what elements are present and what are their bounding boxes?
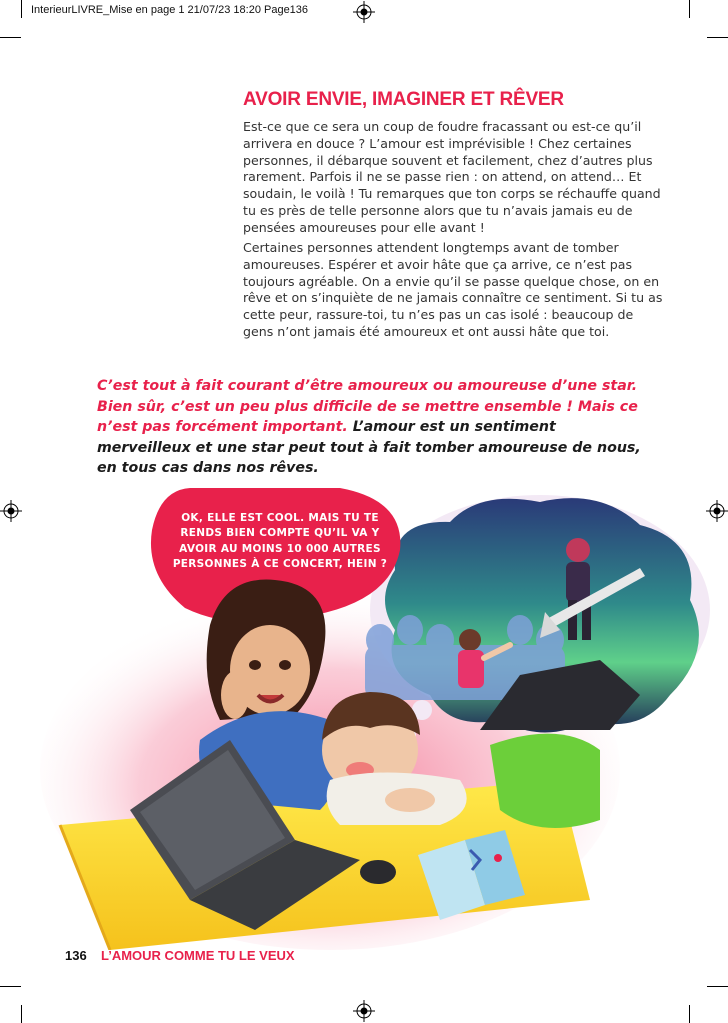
crop-mark	[0, 37, 21, 38]
crop-mark	[707, 986, 728, 987]
crop-mark	[0, 986, 21, 987]
crop-mark	[21, 0, 22, 18]
thought-bubble	[365, 495, 710, 741]
callout-text	[97, 376, 642, 479]
printer-slug: InterieurLIVRE_Mise en page 1 21/07/23 18:20 Page136	[31, 4, 309, 16]
green-chair	[490, 734, 600, 828]
body-paragraph: Certaines personnes attendent longtemps avant de tomber amoureuses. Espérer et avoir hâte que ça arrive, ce n’est pas toujours agréable. On a envie qu’il se passe quelque chose, on en rêve et on s’inquiète de ne jamais connaître ce sentiment. Si tu as cette peur, rassure-toi, tu n’es pas un cas isolé : beaucoup de gens n’ont jamais été amoureux et ont aussi hâte que toi.	[243, 240, 663, 339]
registration-mark-icon	[353, 1000, 375, 1022]
crop-mark	[21, 1005, 22, 1023]
crop-mark	[707, 37, 728, 38]
crop-mark	[689, 0, 690, 18]
callout-dark-text: L’amour est un sentiment merveilleux et une star peut tout à fait tomber amoureuse de nous, en tous cas dans nos rêves.	[97, 419, 641, 476]
computer-mouse	[360, 860, 396, 884]
speech-bubble-text: OK, ELLE EST COOL. MAIS TU TE RENDS BIEN COMPTE QU’IL VA Y AVOIR AU MOINS 10 000 AUTRES PERSONNES À CE CONCERT, HEIN ?	[172, 512, 388, 570]
section-title: AVOIR ENVIE, IMAGINER ET RÊVER	[243, 89, 564, 110]
crop-mark	[689, 1005, 690, 1023]
page-number: 136	[65, 948, 87, 963]
callout-red-text: C’est tout à fait courant d’être amoureux ou amoureuse d’une star. Bien sûr, c’est un peu plus difficile de se mettre ensemble ! Mais ce n’est pas forcément important.	[97, 378, 638, 435]
registration-mark-icon	[353, 1, 375, 23]
running-footer-title: L’AMOUR COMME TU LE VEUX	[101, 948, 295, 963]
body-paragraph: Est-ce que ce sera un coup de foudre fracassant ou est-ce qu’il arrivera en douce ? L’amour est imprévisible ! Chez certaines personnes, il débarque souvent et facilement, chez d’autres plus rarement. Parfois il ne se passe rien : on attend, on attend… Et soudain, le voilà ! Tu remarques que ton corps se réchauffe quand tu es près de telle personne alors que tu n’avais jamais eu de pensées amoureuses pour elle avant !	[243, 119, 661, 235]
